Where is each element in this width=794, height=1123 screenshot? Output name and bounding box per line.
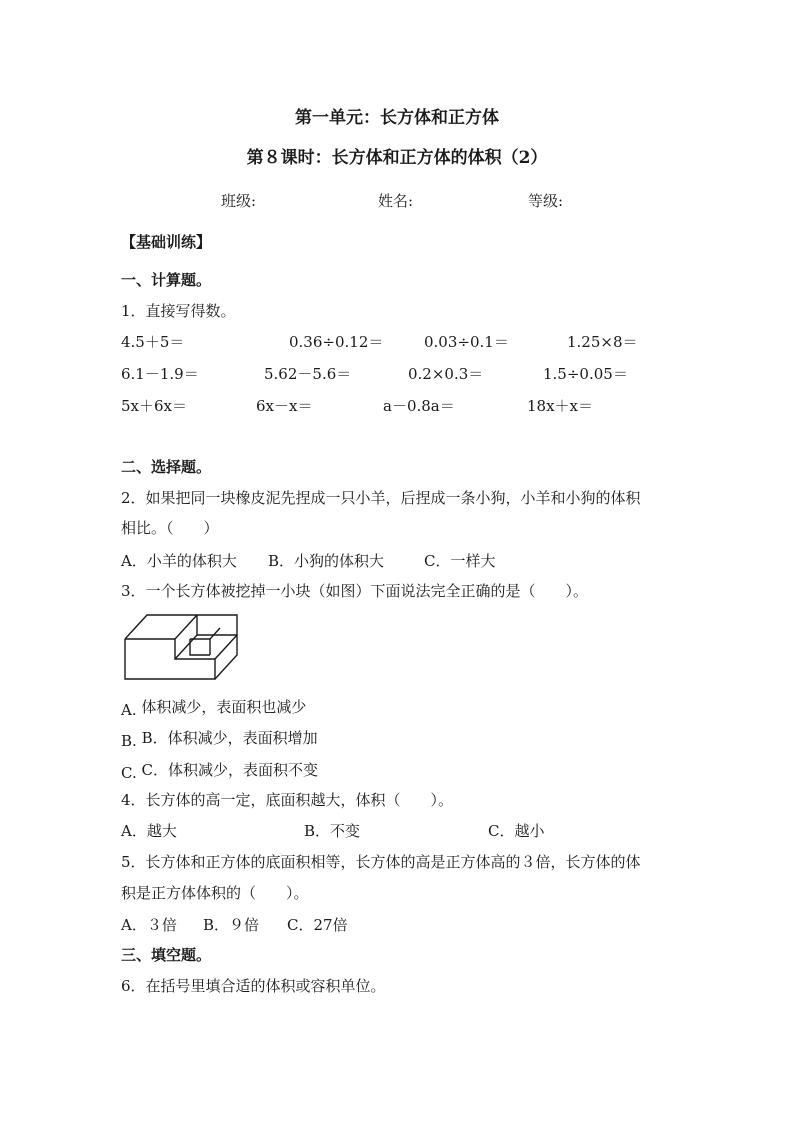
calc-item: 1.5÷0.05＝ (543, 365, 628, 383)
cuboid-figure (120, 612, 242, 682)
grade-label: 等级: (528, 192, 564, 210)
q5-option-b: B．９倍 (203, 916, 260, 934)
q2-option-b: B．小狗的体积大 (268, 552, 385, 570)
calc-item: 18x＋x＝ (527, 397, 594, 415)
q4-option-b: B．不变 (304, 822, 361, 840)
question-1: 1．直接写得数。 (121, 302, 236, 320)
question-5-line1: 5．长方体和正方体的底面积相等，长方体的高是正方体高的３倍，长方体的体 (121, 853, 641, 871)
q3-option-a-text: 体积减少，表面积也减少 (141, 698, 307, 716)
calc-item: a－0.8a＝ (383, 397, 455, 415)
calc-item: 1.25×8＝ (567, 333, 638, 351)
question-2-line2: 相比。（ ） (121, 519, 219, 537)
section1-title: 一、计算题。 (121, 271, 212, 289)
calc-item: 6x－x＝ (256, 397, 313, 415)
calc-item: 5.62－5.6＝ (264, 365, 352, 383)
q2-option-a: A．小羊的体积大 (121, 552, 237, 570)
unit-title: 第一单元：长方体和正方体 (295, 108, 499, 128)
q5-option-c: C．27倍 (287, 916, 348, 934)
section3-title: 三、填空题。 (121, 946, 212, 964)
q4-option-a: A．越大 (121, 822, 177, 840)
calc-item: 6.1－1.9＝ (121, 365, 199, 383)
basic-training-heading: 【基础训练】 (121, 233, 212, 251)
q3-option-b-text: B．体积减少，表面积增加 (141, 729, 318, 747)
question-4: 4．长方体的高一定，底面积越大，体积（ ）。 (121, 791, 454, 809)
q3-option-c (121, 760, 318, 780)
class-label: 班级: (221, 192, 257, 210)
q3-option-b-letter: B. (121, 732, 137, 750)
q3-option-c-letter: C. (121, 764, 137, 782)
q3-option-a (121, 697, 306, 717)
q3-option-a-letter: A. (121, 701, 137, 719)
question-5-line2: 积是正方体体积的（ ）。 (121, 884, 309, 902)
name-label: 姓名: (378, 192, 414, 210)
calc-item: 4.5＋5＝ (121, 333, 185, 351)
q2-option-c: C．一样大 (424, 552, 496, 570)
q3-option-c-text: C．体积减少，表面积不变 (141, 761, 318, 779)
lesson-title: 第８课时：长方体和正方体的体积（2） (246, 148, 548, 168)
calc-item: 0.36÷0.12＝ (289, 333, 384, 351)
question-3: 3．一个长方体被挖掉一小块（如图）下面说法完全正确的是（ ）。 (121, 582, 589, 600)
calc-item: 0.2×0.3＝ (408, 365, 484, 383)
question-6: 6．在括号里填合适的体积或容积单位。 (121, 977, 386, 995)
q5-option-a: A．３倍 (121, 916, 177, 934)
q4-option-c: C．越小 (488, 822, 545, 840)
q3-option-b (121, 728, 318, 748)
section2-title: 二、选择题。 (121, 458, 212, 476)
calc-item: 0.03÷0.1＝ (424, 333, 509, 351)
question-2-line1: 2．如果把同一块橡皮泥先捏成一只小羊，后捏成一条小狗，小羊和小狗的体积 (121, 489, 641, 507)
calc-item: 5x＋6x＝ (121, 397, 188, 415)
